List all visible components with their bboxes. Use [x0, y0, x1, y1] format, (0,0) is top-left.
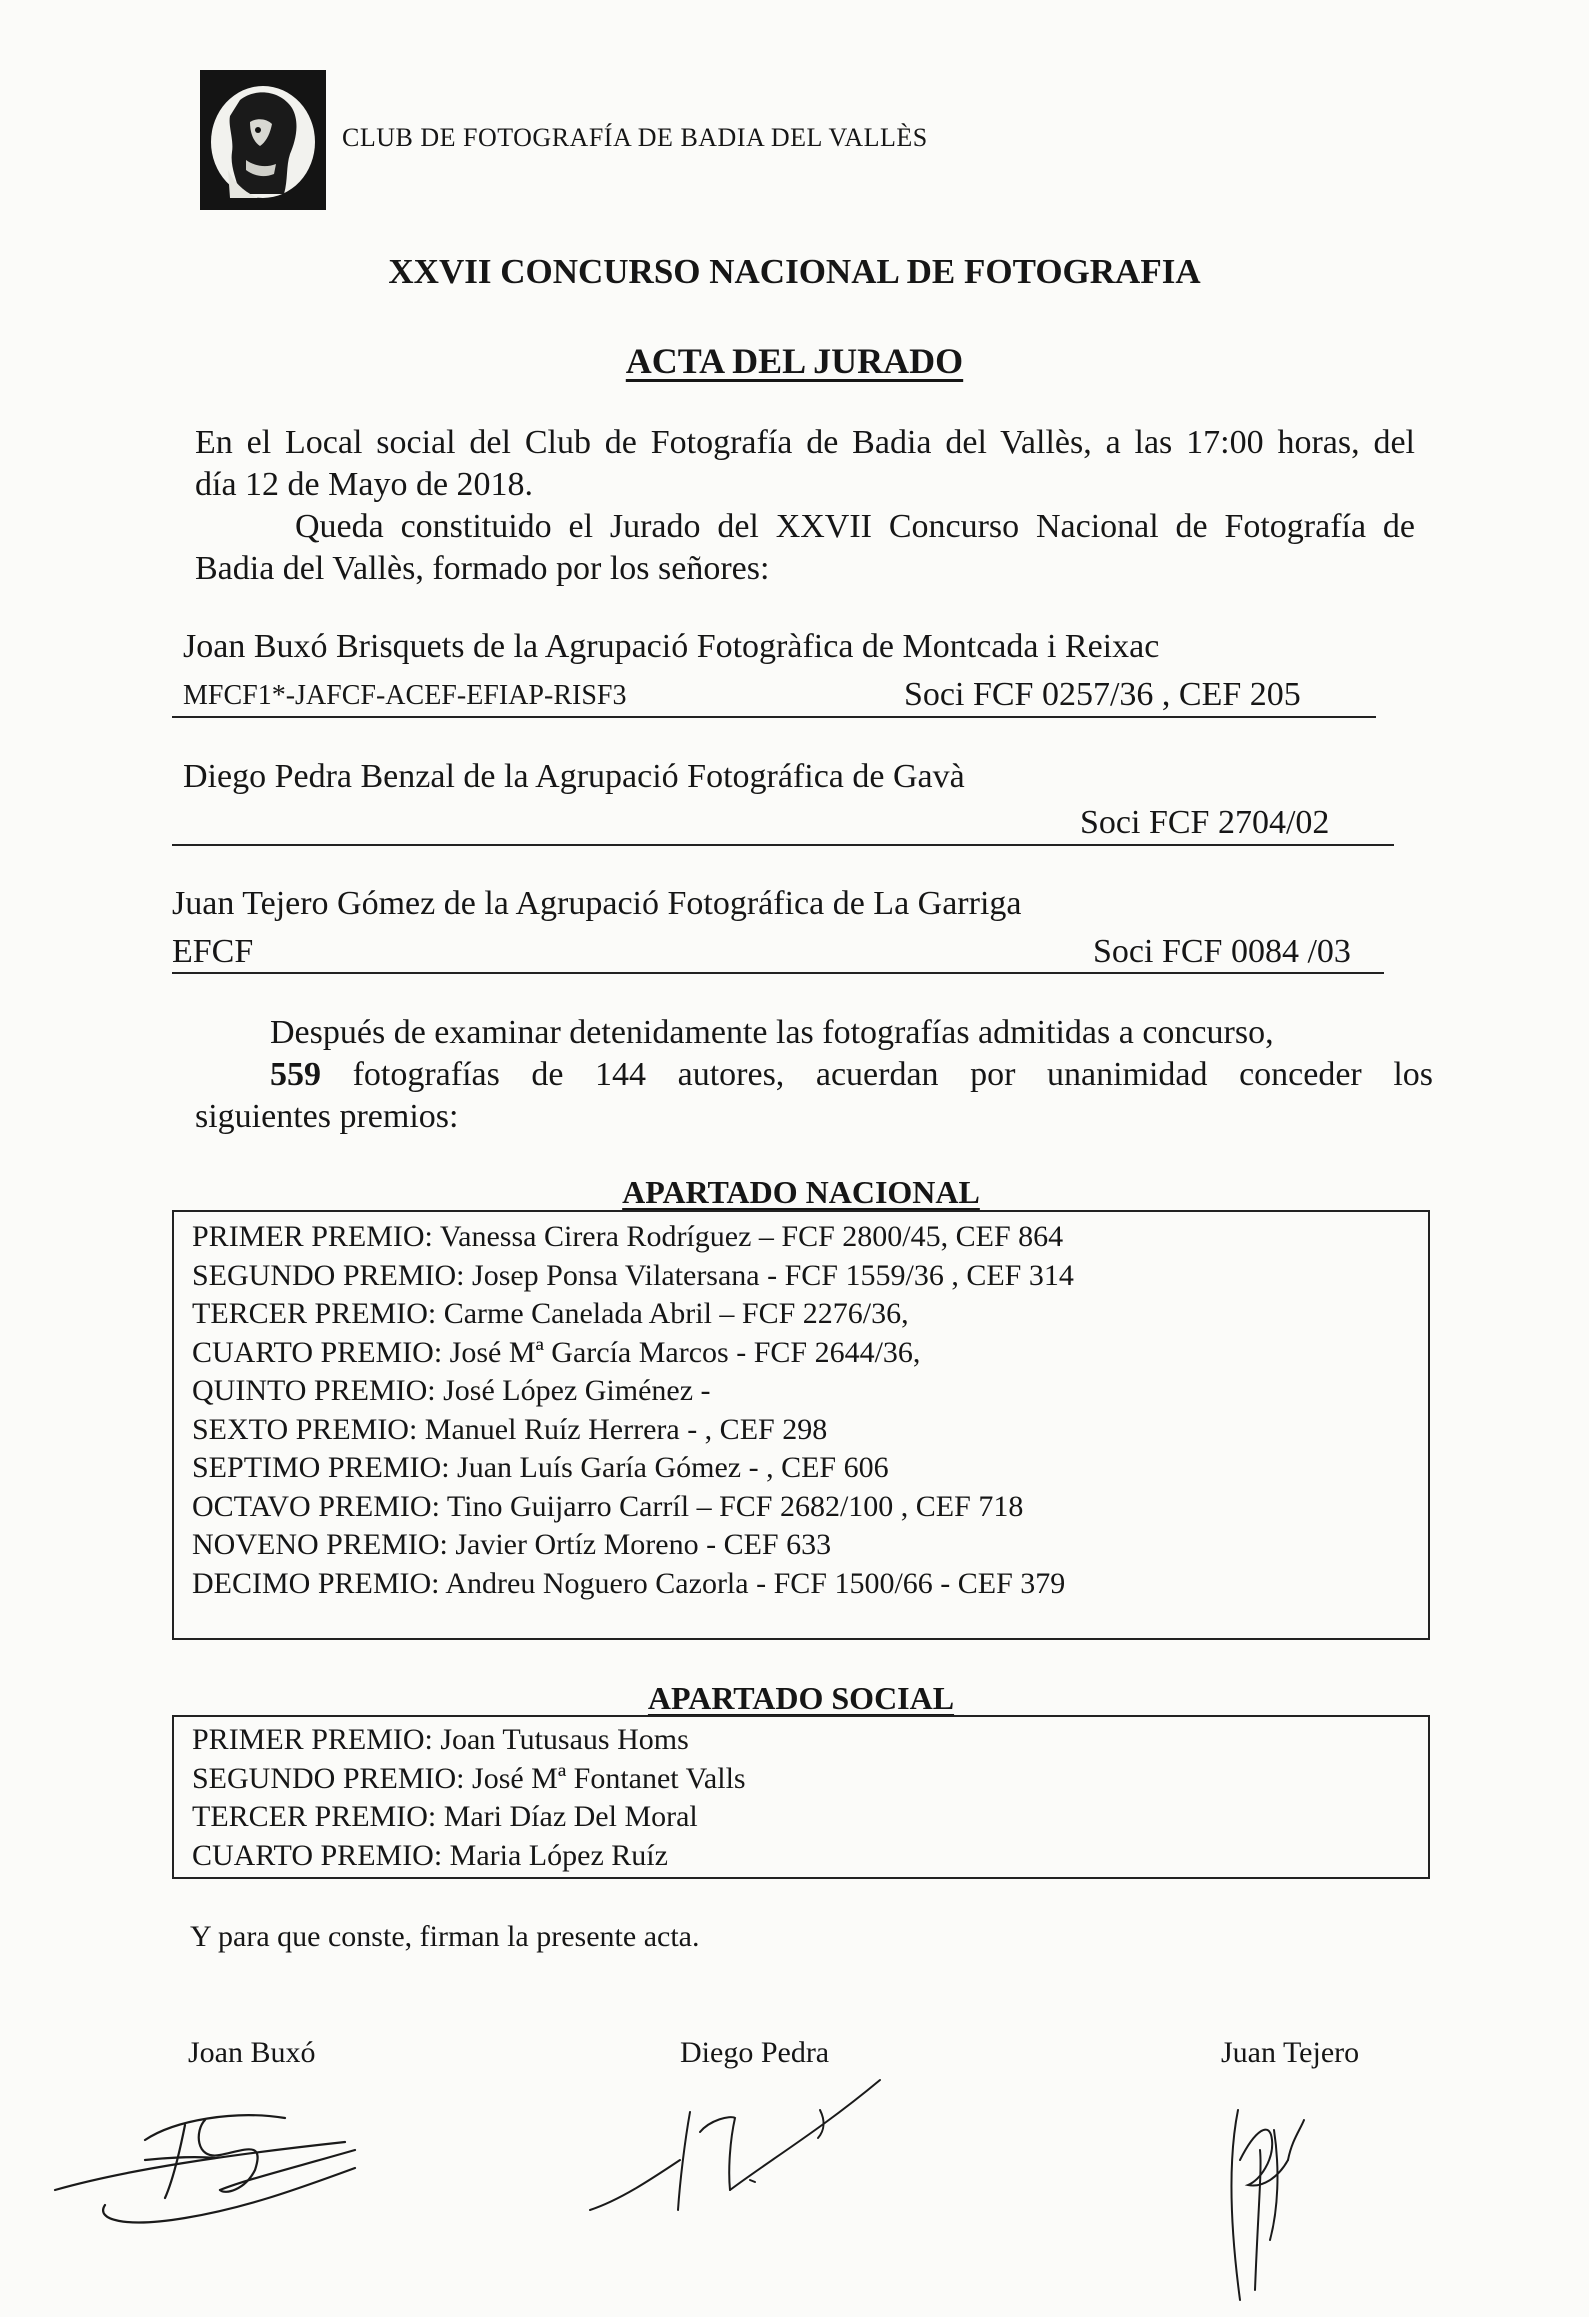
signature-3: [1200, 2090, 1330, 2310]
signature-1-icon: [45, 2080, 375, 2230]
social-prize-list: [192, 1721, 746, 1875]
jury-member-1-underline: [172, 716, 1376, 718]
signature-2: [580, 2060, 900, 2230]
signature-2-icon: [580, 2060, 900, 2230]
signer-1-name: Joan Buxó: [188, 2036, 316, 2069]
examination-paragraph: [195, 1012, 1433, 1138]
prize-nacional-2: SEGUNDO PREMIO: Josep Ponsa Vilatersana - FCF 1559/36 , CEF 314: [192, 1258, 1074, 1292]
intro-line-2: día 12 de Mayo de 2018.: [195, 466, 534, 503]
jury-member-2-name: Diego Pedra Benzal de la Agrupació Fotográfica de Gavà: [183, 758, 965, 795]
jury-member-2-underline: [172, 844, 1394, 846]
jury-member-1-credentials: MFCF1*-JAFCF-ACEF-EFIAP-RISF3: [183, 680, 627, 711]
jury-member-3-name: Juan Tejero Gómez de la Agrupació Fotográfica de La Garriga: [172, 885, 1022, 922]
prize-nacional-9: NOVENO PREMIO: Javier Ortíz Moreno - CEF 633: [192, 1528, 832, 1561]
prize-nacional-5: QUINTO PREMIO: José López Giménez -: [192, 1374, 711, 1407]
nacional-prizes-box: [172, 1210, 1430, 1640]
signer-3-name: Juan Tejero: [1221, 2036, 1360, 2069]
prize-nacional-7: SEPTIMO PREMIO: Juan Luís Garía Gómez - , CEF 606: [192, 1451, 889, 1484]
signature-3-icon: [1200, 2090, 1330, 2310]
portrait-logo-icon: [200, 70, 326, 210]
prize-social-3: TERCER PREMIO: Mari Díaz Del Moral: [192, 1800, 698, 1833]
signature-1: [45, 2080, 375, 2230]
examination-line-1: Después de examinar detenidamente las fotografías admitidas a concurso,: [270, 1014, 1274, 1051]
social-section-title: APARTADO SOCIAL: [647, 1680, 955, 1716]
intro-line-1: En el Local social del Club de Fotografía de Badia del Vallès, a las 17:00 horas, del: [195, 424, 1415, 461]
prize-nacional-1: PRIMER PREMIO: Vanessa Cirera Rodríguez – FCF 2800/45, CEF 864: [192, 1220, 1064, 1253]
prize-nacional-3: TERCER PREMIO: Carme Canelada Abril – FCF 2276/36,: [192, 1297, 909, 1330]
prize-nacional-4: CUARTO PREMIO: José Mª García Marcos - FCF 2644/36,: [192, 1335, 921, 1369]
social-prizes-box: [172, 1715, 1430, 1879]
examination-line-2-rest: fotografías de 144 autores, acuerdan por unanimidad conceder los: [321, 1056, 1433, 1093]
intro-line-3: Queda constituido el Jurado del XXVII Concurso Nacional de Fotografía de: [295, 508, 1415, 545]
jury-member-3-credentials: EFCF: [172, 933, 254, 970]
prize-social-4: CUARTO PREMIO: Maria López Ruíz: [192, 1838, 668, 1872]
club-name: CLUB DE FOTOGRAFÍA DE BADIA DEL VALLÈS: [342, 123, 928, 152]
photo-count: 559: [270, 1056, 321, 1093]
jury-member-2-soci: Soci FCF 2704/02: [1080, 804, 1330, 841]
jury-member-3-underline: [172, 972, 1384, 974]
prize-nacional-6: SEXTO PREMIO: Manuel Ruíz Herrera - , CEF 298: [192, 1412, 828, 1446]
jury-member-3-soci: Soci FCF 0084 /03: [1093, 933, 1351, 970]
intro-line-4: Badia del Vallès, formado por los señores:: [195, 550, 770, 587]
prize-nacional-10: DECIMO PREMIO: Andreu Noguero Cazorla - FCF 1500/66 - CEF 379: [192, 1566, 1066, 1600]
document-subtitle: ACTA DEL JURADO: [625, 341, 964, 381]
document-title: XXVII CONCURSO NACIONAL DE FOTOGRAFIA: [388, 252, 1201, 291]
intro-paragraph-2: [195, 506, 1415, 590]
examination-line-2: [195, 1054, 1433, 1096]
nacional-prize-list: [192, 1218, 1074, 1603]
nacional-section-title: APARTADO NACIONAL: [622, 1174, 980, 1210]
prize-social-1: PRIMER PREMIO: Joan Tutusaus Homs: [192, 1723, 689, 1756]
closing-statement: Y para que conste, firman la presente acta.: [190, 1920, 700, 1953]
prize-social-2: SEGUNDO PREMIO: José Mª Fontanet Valls: [192, 1761, 746, 1795]
club-logo: [200, 70, 326, 210]
examination-line-3: siguientes premios:: [195, 1098, 459, 1135]
intro-paragraph: [195, 422, 1415, 506]
signer-2-name: Diego Pedra: [680, 2036, 830, 2069]
jury-member-1-soci: Soci FCF 0257/36 , CEF 205: [904, 676, 1301, 713]
prize-nacional-8: OCTAVO PREMIO: Tino Guijarro Carríl – FCF 2682/100 , CEF 718: [192, 1489, 1024, 1523]
jury-member-1-name: Joan Buxó Brisquets de la Agrupació Fotogràfica de Montcada i Reixac: [183, 628, 1160, 665]
